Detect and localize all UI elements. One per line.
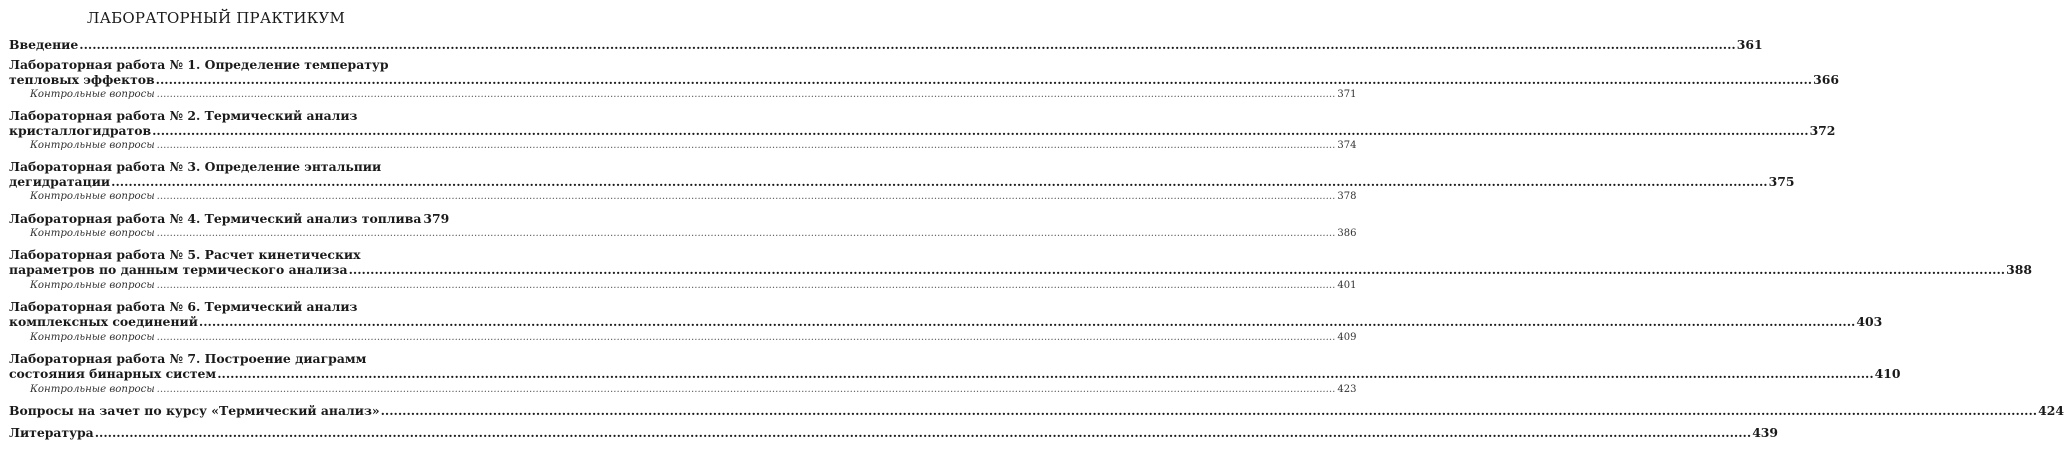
toc-page-number: 401 [1337,280,1357,291]
leader-dots [156,72,1812,87]
leader-dots [157,139,1336,152]
toc-subentry-lab7-questions[interactable] [30,383,1357,396]
toc-subentry-lab4-questions[interactable] [30,227,1357,240]
leader-dots [157,279,1336,292]
toc-page-number: 374 [1337,140,1357,151]
toc-entry-label: Лабораторная работа № 3. Определение энтальпии [9,159,382,174]
toc-entry-lab6[interactable] [9,299,1883,329]
leader-dots [349,262,2005,277]
toc-entry-intro[interactable] [9,37,1763,52]
leader-dots [157,383,1336,396]
toc-subentry-label: Контрольные вопросы [30,384,155,395]
toc-page-number: 410 [1874,366,1901,381]
leader-dots [381,403,2037,418]
toc-subentry-label: Контрольные вопросы [30,89,155,100]
toc-page-number: 424 [2038,403,2064,418]
toc-entry-label: Введение [9,37,79,52]
toc-page-number: 423 [1337,384,1357,395]
toc-subentry-lab3-questions[interactable] [30,190,1357,203]
toc-subentry-lab2-questions[interactable] [30,139,1357,152]
toc-page-number: 379 [423,211,450,226]
toc-subentry-label: Контрольные вопросы [30,332,155,343]
toc-entry-lab2[interactable] [9,108,1836,138]
toc-subentry-label: Контрольные вопросы [30,280,155,291]
toc-page-number: 388 [2006,262,2032,277]
toc-subentry-lab6-questions[interactable] [30,331,1357,344]
toc-subentry-label: Контрольные вопросы [30,191,155,202]
toc-entry-label-cont: комплексных соединений [9,314,198,329]
leader-dots [157,88,1336,101]
leader-dots [157,227,1336,240]
toc-subentry-label: Контрольные вопросы [30,140,155,151]
leader-dots [157,190,1336,203]
toc-page-number: 439 [1752,425,1779,440]
toc-subentry-lab5-questions[interactable] [30,279,1357,292]
toc-subentry-lab1-questions[interactable] [30,88,1357,101]
page-title: ЛАБОРАТОРНЫЙ ПРАКТИКУМ [86,9,346,27]
toc-page-number: 366 [1813,72,1839,87]
toc-entry-lab4[interactable] [9,211,450,226]
toc-entry-label: Лабораторная работа № 6. Термический анализ [9,299,358,314]
toc-page-number: 378 [1337,191,1357,202]
toc-entry-label-cont: состояния бинарных систем [9,366,217,381]
toc-page-number: 361 [1736,37,1763,52]
toc-subentry-label: Контрольные вопросы [30,228,155,239]
leader-dots [157,331,1336,344]
toc-page-number: 371 [1337,89,1357,100]
toc-entry-label: Лабораторная работа № 2. Термический анализ [9,108,358,123]
leader-dots [79,37,1735,52]
toc-entry-label-cont: дегидратации [9,174,111,189]
toc-entry-label-cont: тепловых эффектов [9,72,155,87]
toc-entry-label: Лабораторная работа № 4. Термический анализ топлива [9,211,422,226]
toc-entry-label-cont: кристаллогидратов [9,123,152,138]
toc-page-number: 386 [1337,228,1357,239]
leader-dots [95,425,1751,440]
toc-entry-label-cont: параметров по данным термического анализа [9,262,348,277]
leader-dots [217,366,1873,381]
toc-page-number: 403 [1856,314,1883,329]
toc-entry-label: Лабораторная работа № 5. Расчет кинетических [9,247,361,262]
toc-entry-label: Литература [9,425,94,440]
toc-entry-lab7[interactable] [9,351,1901,381]
toc-entry-label: Вопросы на зачет по курсу «Термический анализ» [9,403,380,418]
toc-entry-label: Лабораторная работа № 7. Построение диаграмм [9,351,367,366]
leader-dots [111,174,1767,189]
toc-entry-lab3[interactable] [9,159,1795,189]
leader-dots [152,123,1808,138]
toc-page-number: 375 [1768,174,1795,189]
toc-page-number: 409 [1337,332,1357,343]
toc-entry-literature[interactable] [9,425,1779,440]
toc-entry-lab1[interactable] [9,57,1839,87]
leader-dots [199,314,1855,329]
toc-entry-lab5[interactable] [9,247,2032,277]
toc-page-number: 372 [1809,123,1836,138]
toc-entry-label: Лабораторная работа № 1. Определение температур [9,57,389,72]
toc-entry-exam[interactable] [9,403,2064,418]
